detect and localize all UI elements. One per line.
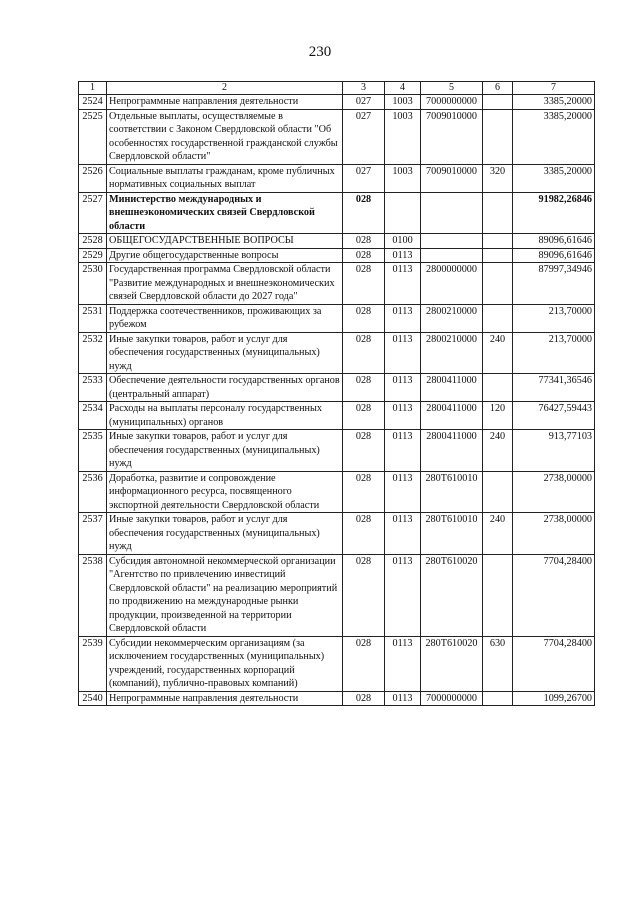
expense-type-code: 240: [483, 332, 513, 374]
row-number: 2540: [79, 691, 107, 706]
expense-name: Непрограммные направления деятельности: [107, 691, 343, 706]
amount: 3385,20000: [513, 109, 595, 164]
section-code: [385, 192, 421, 234]
row-number: 2534: [79, 402, 107, 430]
amount: 7704,28400: [513, 636, 595, 691]
expense-type-code: [483, 304, 513, 332]
table-row: [79, 374, 595, 402]
target-article-code: [421, 192, 483, 234]
ministry-code: 028: [343, 513, 385, 555]
expense-name: Расходы на выплаты персоналу государственных (муниципальных) органов: [107, 402, 343, 430]
row-number: 2528: [79, 234, 107, 249]
column-header: 2: [107, 82, 343, 95]
table-row: [79, 471, 595, 513]
table-row: [79, 402, 595, 430]
expense-name: Поддержка соотечественников, проживающих за рубежом: [107, 304, 343, 332]
column-header: 4: [385, 82, 421, 95]
expense-type-code: [483, 192, 513, 234]
ministry-code: 028: [343, 234, 385, 249]
budget-table: [78, 81, 595, 706]
amount: 3385,20000: [513, 164, 595, 192]
target-article-code: 7000000000: [421, 691, 483, 706]
table-row: [79, 513, 595, 555]
table-row: [79, 304, 595, 332]
column-header: 7: [513, 82, 595, 95]
row-number: 2527: [79, 192, 107, 234]
expense-name: Непрограммные направления деятельности: [107, 95, 343, 110]
amount: 89096,61646: [513, 234, 595, 249]
target-article-code: 2800000000: [421, 263, 483, 305]
target-article-code: 7009010000: [421, 164, 483, 192]
expense-name: Другие общегосударственные вопросы: [107, 248, 343, 263]
target-article-code: [421, 234, 483, 249]
ministry-code: 028: [343, 691, 385, 706]
expense-type-code: [483, 374, 513, 402]
table-row: [79, 234, 595, 249]
row-number: 2539: [79, 636, 107, 691]
expense-type-code: 630: [483, 636, 513, 691]
ministry-code: 028: [343, 402, 385, 430]
row-number: 2537: [79, 513, 107, 555]
expense-type-code: [483, 554, 513, 636]
column-header: 5: [421, 82, 483, 95]
expense-name: ОБЩЕГОСУДАРСТВЕННЫЕ ВОПРОСЫ: [107, 234, 343, 249]
column-header: 6: [483, 82, 513, 95]
section-code: 0113: [385, 636, 421, 691]
table-row: [79, 636, 595, 691]
expense-name: Иные закупки товаров, работ и услуг для обеспечения государственных (муниципальных) нужд: [107, 513, 343, 555]
target-article-code: 280Т610010: [421, 513, 483, 555]
row-number: 2526: [79, 164, 107, 192]
row-number: 2530: [79, 263, 107, 305]
ministry-code: 028: [343, 636, 385, 691]
section-code: 0113: [385, 554, 421, 636]
expense-name: Иные закупки товаров, работ и услуг для обеспечения государственных (муниципальных) нужд: [107, 332, 343, 374]
ministry-code: 027: [343, 95, 385, 110]
page-number: 230: [308, 44, 332, 60]
target-article-code: 280Т610020: [421, 554, 483, 636]
amount: 2738,00000: [513, 513, 595, 555]
ministry-code: 027: [343, 164, 385, 192]
target-article-code: 7009010000: [421, 109, 483, 164]
ministry-code: 028: [343, 263, 385, 305]
row-number: 2533: [79, 374, 107, 402]
target-article-code: 2800411000: [421, 402, 483, 430]
section-code: 0113: [385, 691, 421, 706]
target-article-code: [421, 248, 483, 263]
amount: 3385,20000: [513, 95, 595, 110]
section-code: 0113: [385, 374, 421, 402]
ministry-code: 028: [343, 430, 385, 472]
table-row: [79, 332, 595, 374]
section-code: 0100: [385, 234, 421, 249]
amount: 213,70000: [513, 332, 595, 374]
section-code: 1003: [385, 164, 421, 192]
amount: 87997,34946: [513, 263, 595, 305]
target-article-code: 2800411000: [421, 374, 483, 402]
amount: 7704,28400: [513, 554, 595, 636]
section-code: 0113: [385, 471, 421, 513]
target-article-code: 2800210000: [421, 332, 483, 374]
row-number: 2529: [79, 248, 107, 263]
target-article-code: 280Т610010: [421, 471, 483, 513]
row-number: 2531: [79, 304, 107, 332]
expense-type-code: [483, 234, 513, 249]
section-code: 0113: [385, 304, 421, 332]
section-code: 0113: [385, 402, 421, 430]
expense-type-code: [483, 263, 513, 305]
table-row: [79, 164, 595, 192]
expense-type-code: [483, 691, 513, 706]
amount: 76427,59443: [513, 402, 595, 430]
section-code: 0113: [385, 430, 421, 472]
table-row: [79, 430, 595, 472]
expense-name: Иные закупки товаров, работ и услуг для обеспечения государственных (муниципальных) нужд: [107, 430, 343, 472]
ministry-code: 027: [343, 109, 385, 164]
table-row: [79, 691, 595, 706]
table-row: [79, 95, 595, 110]
expense-name: Социальные выплаты гражданам, кроме публичных нормативных социальных выплат: [107, 164, 343, 192]
expense-name: Доработка, развитие и сопровождение информационного ресурса, посвященного экспортной деятельности Свердловской области: [107, 471, 343, 513]
expense-type-code: 240: [483, 513, 513, 555]
expense-name: Государственная программа Свердловской области "Развитие международных и внешнеэкономических связей Свердловской области до 2027 года": [107, 263, 343, 305]
section-code: 0113: [385, 248, 421, 263]
amount: 913,77103: [513, 430, 595, 472]
expense-type-code: 240: [483, 430, 513, 472]
expense-name: Субсидии некоммерческим организациям (за исключением государственных (муниципальных) учреждений, государственных корпораций (компаний), публично-правовых компаний): [107, 636, 343, 691]
section-code: 1003: [385, 109, 421, 164]
ministry-code: 028: [343, 192, 385, 234]
ministry-code: 028: [343, 248, 385, 263]
target-article-code: 2800411000: [421, 430, 483, 472]
amount: 213,70000: [513, 304, 595, 332]
expense-type-code: [483, 95, 513, 110]
table-row: [79, 192, 595, 234]
ministry-code: 028: [343, 471, 385, 513]
header-row: [79, 82, 595, 95]
amount: 89096,61646: [513, 248, 595, 263]
ministry-code: 028: [343, 374, 385, 402]
section-code: 0113: [385, 263, 421, 305]
table-row: [79, 263, 595, 305]
expense-type-code: [483, 248, 513, 263]
target-article-code: 2800210000: [421, 304, 483, 332]
expense-name: Министерство международных и внешнеэкономических связей Свердловской области: [107, 192, 343, 234]
row-number: 2536: [79, 471, 107, 513]
expense-name: Обеспечение деятельности государственных органов (центральный аппарат): [107, 374, 343, 402]
expense-type-code: 320: [483, 164, 513, 192]
row-number: 2532: [79, 332, 107, 374]
table-row: [79, 109, 595, 164]
amount: 2738,00000: [513, 471, 595, 513]
row-number: 2525: [79, 109, 107, 164]
expense-name: Отдельные выплаты, осуществляемые в соответствии с Законом Свердловской области "Об особенностях государственной гражданской службы Свердловской области": [107, 109, 343, 164]
column-header: 1: [79, 82, 107, 95]
target-article-code: 280Т610020: [421, 636, 483, 691]
target-article-code: 7000000000: [421, 95, 483, 110]
section-code: 0113: [385, 332, 421, 374]
amount: 77341,36546: [513, 374, 595, 402]
table-row: [79, 248, 595, 263]
expense-name: Субсидия автономной некоммерческой организации "Агентство по привлечению инвестиций Свердловской области" на реализацию мероприятий по продвижению на международные рынки продукции, произведенной на территории Свердловской области: [107, 554, 343, 636]
expense-type-code: [483, 109, 513, 164]
column-header: 3: [343, 82, 385, 95]
amount: 1099,26700: [513, 691, 595, 706]
amount: 91982,26846: [513, 192, 595, 234]
ministry-code: 028: [343, 304, 385, 332]
expense-type-code: [483, 471, 513, 513]
table-row: [79, 554, 595, 636]
row-number: 2535: [79, 430, 107, 472]
ministry-code: 028: [343, 332, 385, 374]
expense-type-code: 120: [483, 402, 513, 430]
section-code: 1003: [385, 95, 421, 110]
row-number: 2538: [79, 554, 107, 636]
row-number: 2524: [79, 95, 107, 110]
section-code: 0113: [385, 513, 421, 555]
ministry-code: 028: [343, 554, 385, 636]
